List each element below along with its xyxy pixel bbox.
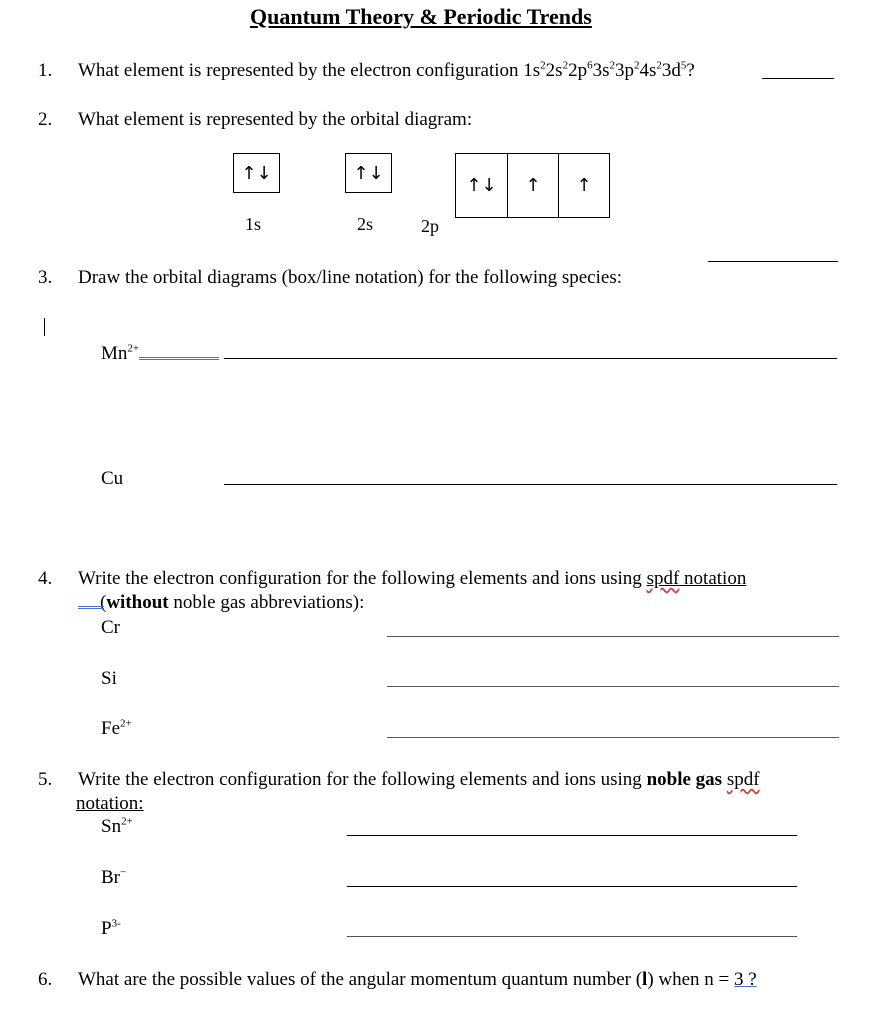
q4-blue-underline [78,606,104,609]
element-si: Si [101,668,117,689]
q2-answer-line[interactable] [708,261,838,262]
sn-answer-line[interactable] [347,835,797,836]
si-answer-line[interactable] [387,686,839,687]
ion-br-minus: Br− [101,866,127,888]
mn-blue-underline [139,357,219,360]
p-answer-line[interactable] [347,936,797,937]
label-1s: 1s [245,214,262,234]
q1-text: What element is represented by the electron configuration $1s^22s^22p^63s^23p^24s^23d^5$? [78,59,695,81]
q3-text: Draw the orbital diagrams (box/line notation) for the following species: [78,267,622,288]
q4-number: 4. [38,568,53,589]
label-2s: 2s [357,214,374,234]
q4-text-line1: Write the electron configuration for the following elements and ions using spdf notation [78,568,747,589]
br-answer-line[interactable] [347,886,797,887]
mn-answer-line[interactable] [224,358,837,359]
q2-text: What element is represented by the orbital diagram: [78,109,473,130]
orbital-box-2p-2: ↑ [507,153,559,218]
cr-answer-line[interactable] [387,636,839,637]
element-cr: Cr [101,617,120,638]
q4-text-line2: (without noble gas abbreviations): [100,592,365,613]
page-title: Quantum Theory & Periodic Trends [250,4,592,29]
q5-number: 5. [38,769,53,790]
orbital-box-2p-3: ↑ [558,153,610,218]
text-cursor [44,318,45,336]
q5-text-line2: notation: [76,793,144,814]
q1-number: 1. [38,60,53,81]
species-mn2plus: $Mn^{2+}$ [101,342,140,364]
orbital-box-2s: ↑↓ [345,153,392,193]
q3-number: 3. [38,267,53,288]
q5-text-line1: Write the electron configuration for the following elements and ions using noble gas spdf [78,769,760,790]
orbital-box-2p-1: ↑↓ [455,153,508,218]
q2-number: 2. [38,109,53,130]
q6-text: What are the possible values of the angular momentum quantum number (l) when n = 3 ? [78,969,757,990]
label-2p: 2p [421,216,439,236]
cu-answer-line[interactable] [224,484,837,485]
q1-answer-line[interactable] [762,78,834,79]
ion-sn2plus: $Sn^{2+}$ [101,815,133,837]
fe-answer-line[interactable] [387,737,839,738]
q6-number: 6. [38,969,53,990]
ion-fe2plus: $Fe^{2+}$ [101,717,132,739]
orbital-box-1s: ↑↓ [233,153,280,193]
ion-p3minus: $P^{3-}$ [101,917,121,939]
species-cu: Cu [101,468,124,489]
